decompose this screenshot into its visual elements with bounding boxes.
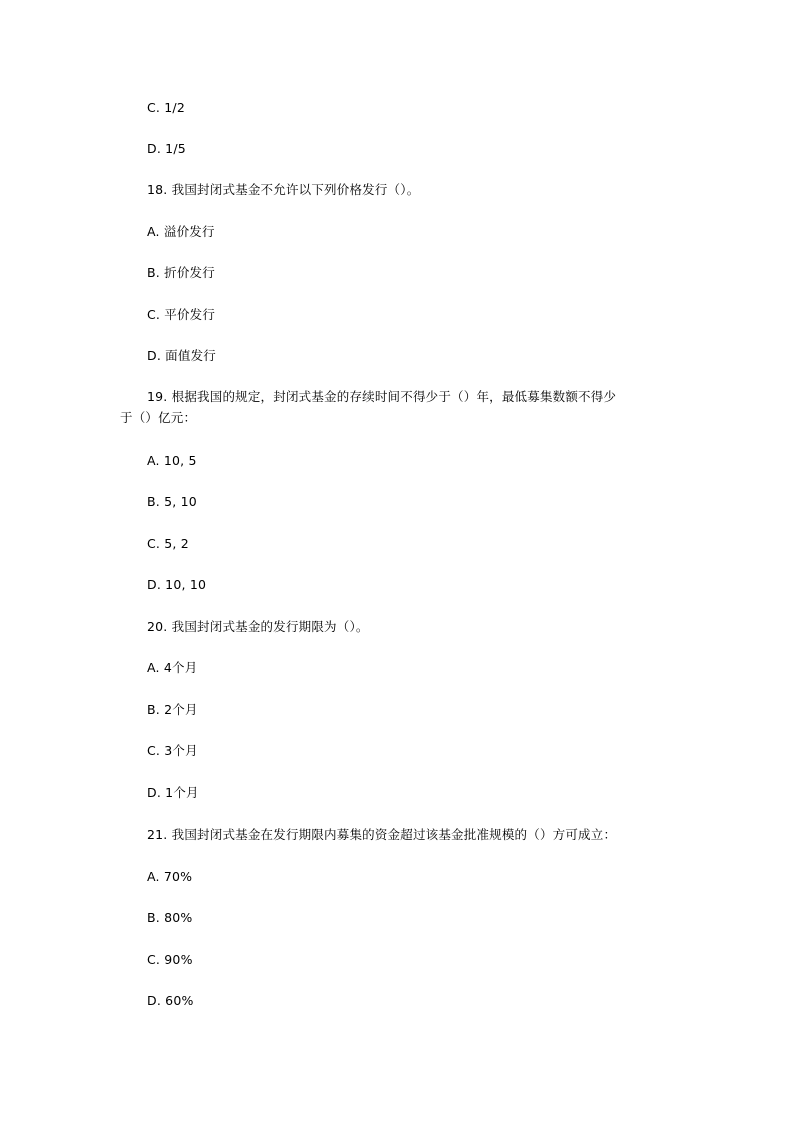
question-19-continued: 于（）亿元： bbox=[120, 410, 197, 425]
option-19d: D. 10, 10 bbox=[147, 577, 207, 592]
option-17d: D. 1/5 bbox=[147, 141, 186, 156]
option-19b: B. 5, 10 bbox=[147, 494, 197, 509]
question-19: 19. 根据我国的规定，封闭式基金的存续时间不得少于（）年，最低募集数额不得少 bbox=[147, 389, 617, 404]
option-21d: D. 60% bbox=[147, 993, 194, 1008]
option-20b: B. 2个月 bbox=[147, 702, 198, 717]
option-21b: B. 80% bbox=[147, 910, 193, 925]
option-21a: A. 70% bbox=[147, 869, 193, 884]
option-18c: C. 平价发行 bbox=[147, 307, 216, 322]
option-21c: C. 90% bbox=[147, 952, 193, 967]
option-19a: A. 10, 5 bbox=[147, 453, 197, 468]
option-18d: D. 面值发行 bbox=[147, 348, 216, 363]
option-17c: C. 1/2 bbox=[147, 100, 185, 115]
question-18: 18. 我国封闭式基金不允许以下列价格发行（）。 bbox=[147, 182, 420, 197]
question-21: 21. 我国封闭式基金在发行期限内募集的资金超过该基金批准规模的（）方可成立： bbox=[147, 827, 617, 842]
option-19c: C. 5, 2 bbox=[147, 536, 189, 551]
option-20d: D. 1个月 bbox=[147, 785, 199, 800]
option-20a: A. 4个月 bbox=[147, 660, 198, 675]
option-20c: C. 3个月 bbox=[147, 743, 198, 758]
option-18a: A. 溢价发行 bbox=[147, 224, 215, 239]
question-20: 20. 我国封闭式基金的发行期限为（）。 bbox=[147, 619, 369, 634]
option-18b: B. 折价发行 bbox=[147, 265, 215, 280]
